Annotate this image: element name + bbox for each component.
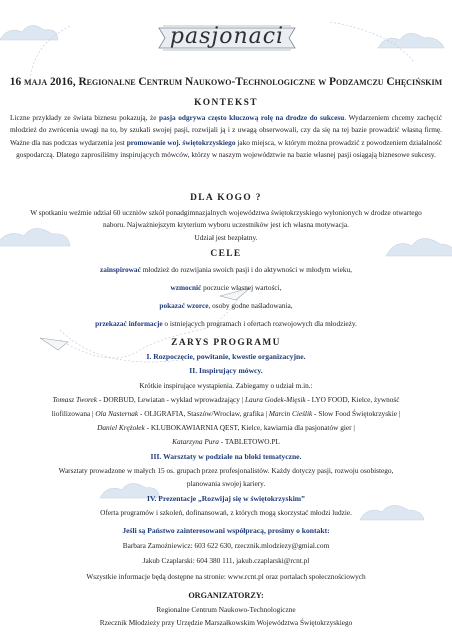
text-fragment: jako miejsca, w którym można prowadzić z powodzeniem działalność gospodarczą. Dlatego zaprosiliśmy inspirujących mówców, którzy w naszym województwie na bazie własnej pasji osiągają biznesowe sukcesy. (16, 137, 443, 160)
speaker-name: Tomasz Tworek (52, 395, 98, 404)
speakers-line-3 (8, 422, 444, 434)
speakers-line-4 (8, 436, 444, 448)
cloud-icon (0, 25, 58, 40)
speaker-info: - OLIGRAFIA, Staszów/Wrocław, grafika | (138, 409, 269, 418)
highlight-region: promowanie woj. świętokrzyskiego (126, 137, 236, 147)
goal-text: młodzież do rozwijania swoich pasji i do aktywności w młodym wieku, (140, 265, 352, 274)
goal-keyword: pokazać wzorce (159, 301, 209, 310)
speaker-info: - KLUBOKAWIARNIA QEST, Kielce, kawiarnia dla pasjonatów gier | (144, 423, 355, 432)
program-step-4: IV. Prezentacje „Rozwijaj się w świętokrzyskim” (147, 494, 305, 503)
contact-invite: Jeśli są Państwo zainteresowani współpracą, prosimy o kontakt: (122, 526, 330, 535)
speaker-info: - Slow Food Świętokrzyskie | (312, 409, 401, 418)
section-title-program: ZARYS PROGRAMU (171, 338, 281, 348)
speakers-line-2 (8, 408, 444, 420)
text-fragment: . Wydarzeniem chcemy zachęcić młodzież do zwrócenia uwagi na to, by szukali swojej pasji, rozwijali ją i z uwagą obserwowali, czy da się na tej bazie prowadzić własną firmę. Ważne dla nas podczas wydarzenia jest (10, 113, 442, 147)
speaker-name: Ola Nasternak (95, 409, 139, 418)
speaker-name: Daniel Krężołek (97, 423, 145, 432)
organizer-rzecznik: Rzecznik Młodzieży przy Urzędzie Marszałkowskim Województwa Świętokrzyskiego (99, 618, 353, 627)
goal-keyword: zainspirować (100, 265, 141, 274)
program-step-2: II. Inspirujący mówcy. (189, 366, 263, 375)
goal-item (8, 318, 444, 330)
workshops-text-1: Warsztaty prowadzone w małych 15 os. grupach przez profesjonalistów. Każdy dotyczy pasji, rozwoju osobistego, (58, 466, 394, 475)
organizer-rcnt: Regionalne Centrum Naukowo-Technologiczne (156, 605, 296, 614)
logo-text: pasjonaci (169, 24, 285, 49)
speaker-name: Laura Godek-Mięsik (245, 395, 306, 404)
section-title-dla-kogo: DLA KOGO ? (190, 193, 262, 203)
goal-item (8, 264, 444, 276)
speaker-info: liofilizowana | (51, 409, 96, 418)
dla-kogo-paragraph: W spotkaniu weźmie udział 60 uczniów szkół ponadgimnazjalnych województwa świętokrzyskiego wyłonionych w drodze otwartego naboru. Najważniejszym kryterium wyboru uczestników jest ich własna motywacja. (30, 208, 422, 230)
goal-text: o istniejących programach i ofertach rozwojowych dla młodzieży. (162, 319, 357, 328)
kontekst-paragraph (10, 112, 442, 162)
program-step-1: I. Rozpoczęcie, powitanie, kwestie organizacyjne. (146, 352, 306, 361)
highlight-passion: pasja odgrywa często kluczową rolę na drodze do sukcesu (159, 113, 345, 122)
speaker-name: Katarzyna Pura (172, 437, 219, 446)
text-fragment: Liczne przykłady ze świata biznesu pokazują, że (10, 113, 160, 122)
info-website: Wszystkie informacje będą dostępne na stronie: www.rcnt.pl oraz portalach społecznościowych (86, 572, 366, 581)
speaker-info: - DORBUD, Lewiatan - wykład wprowadzający | (97, 395, 245, 404)
goal-keyword: wzmocnić (170, 283, 202, 292)
free-participation: Udział jest bezpłatny. (194, 233, 258, 242)
pasjonaci-logo (153, 18, 301, 58)
speakers-intro: Krótkie inspirujące wystąpienia. Zabiegamy o udział m.in.: (139, 381, 313, 390)
goal-item (8, 300, 444, 312)
goal-item (8, 282, 444, 294)
contact-jakub: Jakub Czaplarski: 604 380 111, jakub.czaplarski@rcnt.pl (142, 556, 310, 565)
goal-text: , osoby godne naśladowania, (208, 301, 293, 310)
speaker-info: - LYO FOOD, Kielce, żywność (305, 395, 400, 404)
program-step-3: III. Warsztaty w podziale na bloki tematyczne. (150, 452, 302, 461)
section-title-cele: CELE (210, 249, 242, 259)
speaker-name: Marcin Cieślik (268, 409, 313, 418)
speakers-line-1 (8, 394, 444, 406)
workshops-text-2: planowania swojej kariery. (186, 479, 266, 488)
goal-text: poczucie własnej wartości, (201, 283, 282, 292)
section-title-kontekst: KONTEKST (194, 98, 258, 108)
goal-keyword: przekazać informacje (95, 319, 163, 328)
speaker-info: - TABLETOWO.PL (218, 437, 280, 446)
contact-barbara: Barbara Zamożniewicz: 603 622 630, rzecznik.mlodziezy@gmial.com (122, 541, 330, 550)
event-headline: 16 maja 2016, Regionalne Centrum Naukowo-Technologiczne w Podzamczu Chęcińskim (9, 76, 443, 88)
presentations-text: Oferta programów i szkoleń, dofinansowań, z których mogą skorzystać młodzi ludzie. (100, 508, 352, 517)
organizers-title: ORGANIZATORZY: (188, 591, 264, 600)
